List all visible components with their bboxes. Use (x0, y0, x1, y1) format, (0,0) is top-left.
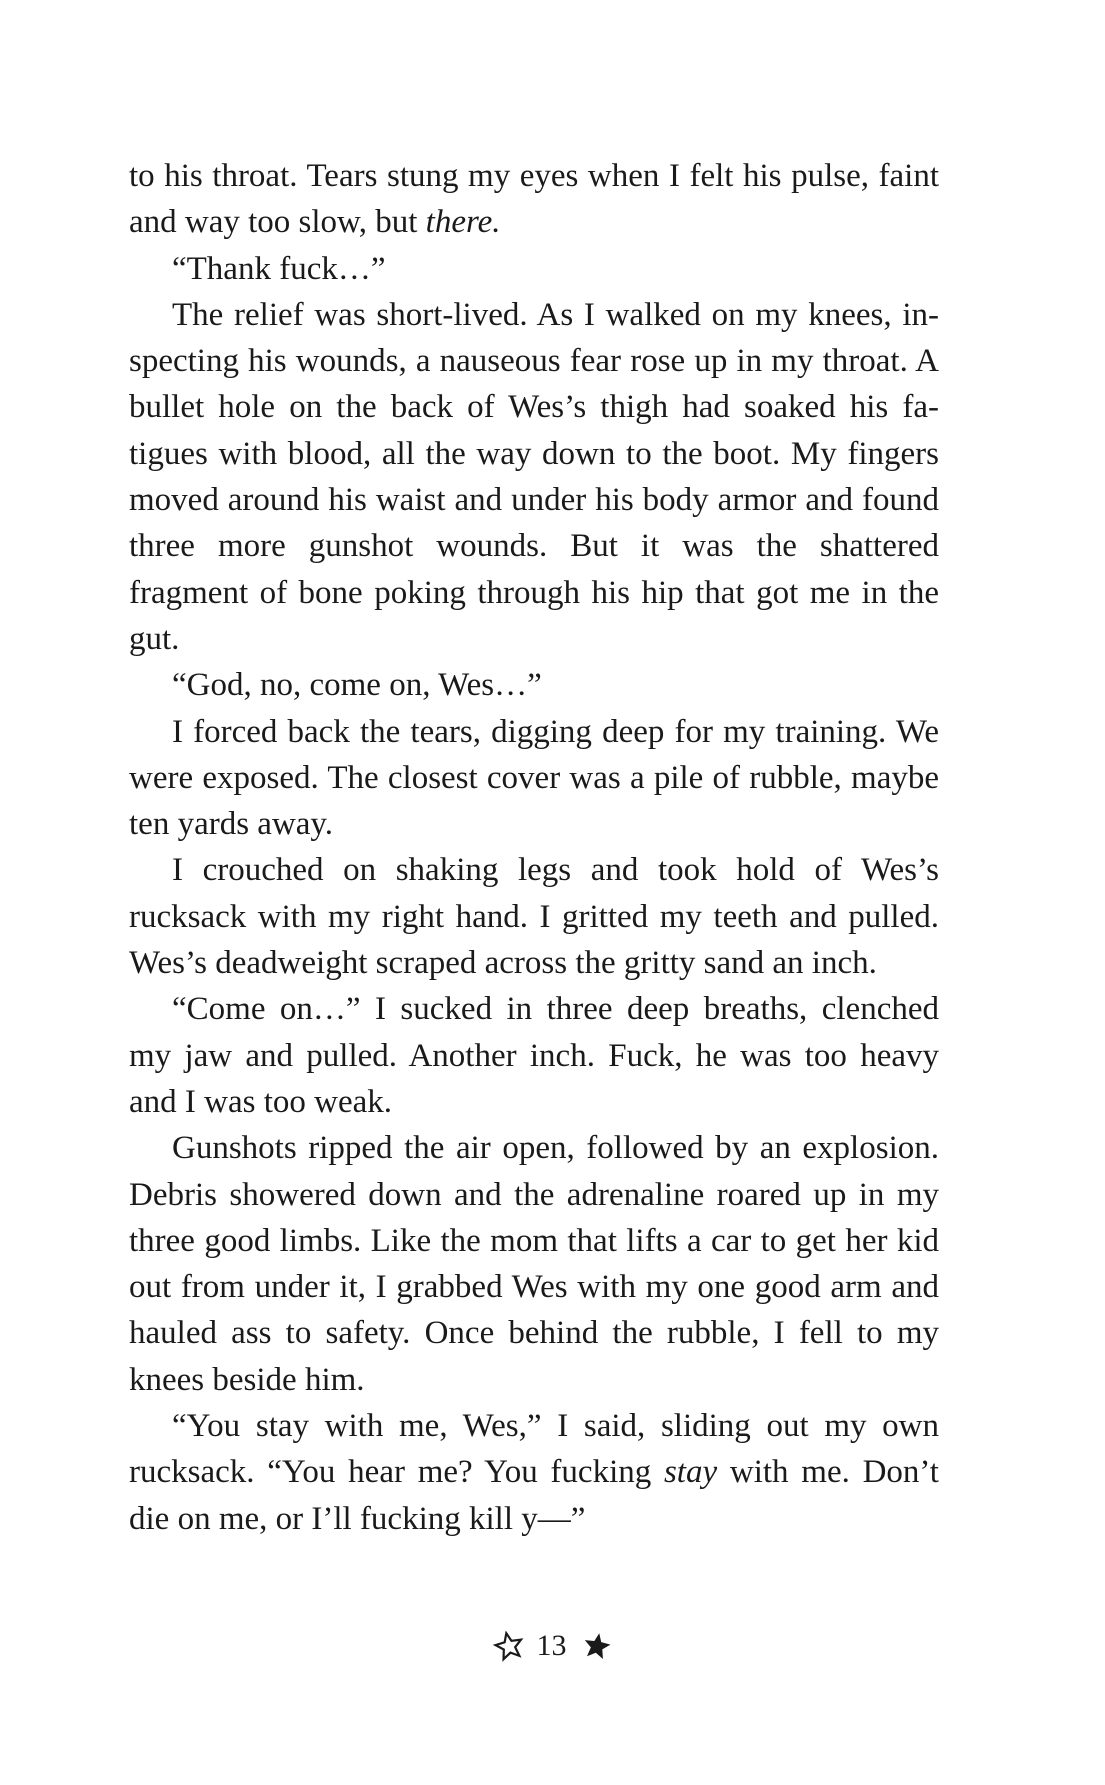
filled-star-icon (581, 1630, 613, 1662)
text-run: Gunshots ripped the air open, followed by an explosion. Debris showered down and the adrenaline roared up in my three good limbs. Like the mom that lifts a car to get her kid out from under it, I grabbed Wes with my one good arm and hauled ass to safety. Once behind the rubble, I fell to my knees beside him. (129, 1130, 939, 1398)
text-run: to his throat. Tears stung my eyes when I felt his pulse, faint and way too slow, but (129, 158, 939, 241)
page-number: 13 (536, 1629, 567, 1662)
paragraph (129, 1403, 939, 1542)
text-run: “Come on…” I sucked in three deep breaths, clenched my jaw and pulled. Another inch. Fuck, he was too heavy and I was too weak. (129, 991, 939, 1120)
text-run: with me. Don’t die on me, or I’ll fucking kill y—” (129, 1454, 939, 1537)
text-run: I forced back the tears, digging deep for my training. We were exposed. The closest cover was a pile of rubble, maybe ten yards away. (129, 713, 939, 843)
paragraph (129, 662, 939, 708)
paragraph (129, 1125, 939, 1403)
paragraph (129, 246, 939, 292)
text-run: I crouched on shaking legs and took hold of Wes’s rucksack with my right hand. I gritted my teeth and pulled. Wes’s deadweight scraped across the gritty sand an inch. (129, 852, 939, 982)
paragraph (129, 153, 939, 246)
paragraph (129, 292, 939, 662)
paragraph (129, 986, 939, 1125)
text-run: The relief was short-lived. As I walked on my knees, inspecting his wounds, a nauseous fear rose up in my throat. A bullet hole on the back of Wes’s thigh had soaked his fatigues with blood, all the way down to the boot. My fingers moved around his waist and under his body armor and found three more gunshot wounds. But it was the shattered fragment of bone poking through his hip that got me in the gut. (129, 296, 939, 657)
outline-star-icon (493, 1630, 525, 1662)
text-run: “Thank fuck…” (172, 250, 386, 287)
paragraph (129, 709, 939, 848)
body-text (129, 153, 939, 1542)
paragraph (129, 847, 939, 986)
italic-text: there. (425, 204, 501, 241)
italic-text: stay (663, 1454, 718, 1491)
text-run: “God, no, come on, Wes…” (172, 667, 542, 704)
page-footer (0, 1626, 1105, 1666)
text-run: “You stay with me, Wes,” I said, sliding out my own rucksack. “You hear me? You fucking (129, 1408, 939, 1491)
